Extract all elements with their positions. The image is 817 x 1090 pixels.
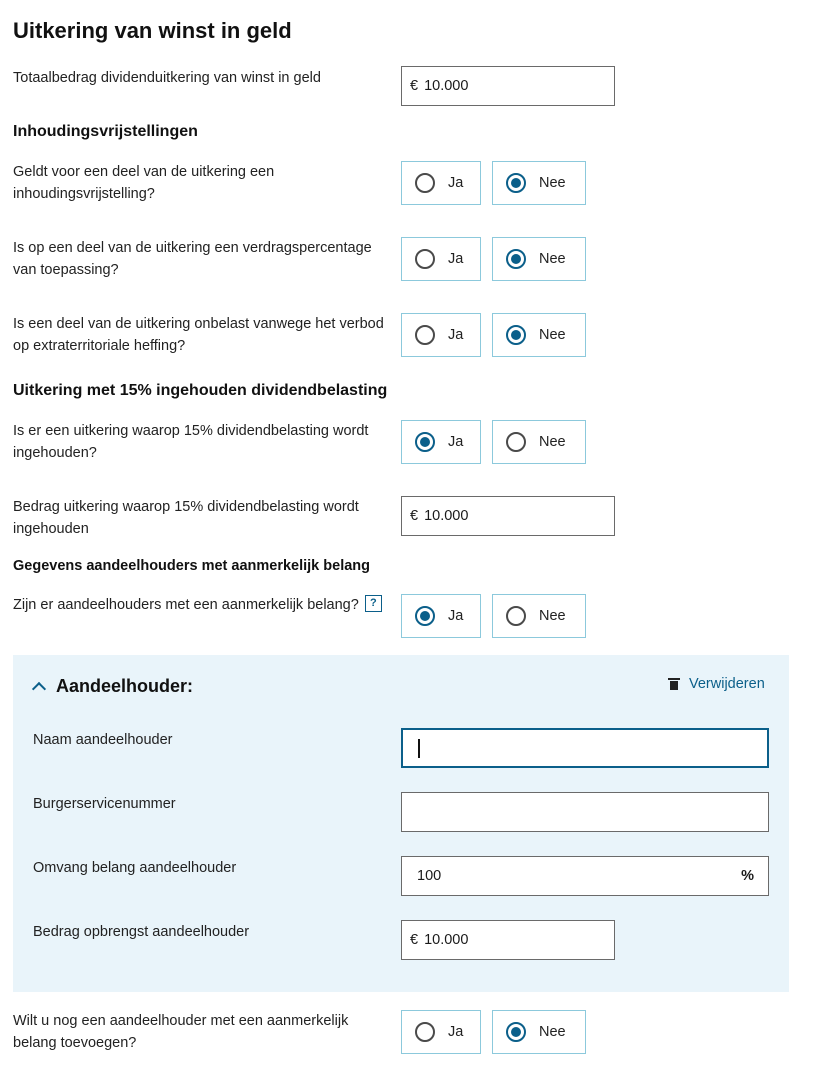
radio-selected-icon	[506, 173, 526, 193]
radio-circle-icon	[506, 432, 526, 452]
bsn-input[interactable]	[401, 792, 769, 832]
extraterritorial-question-label: Is een deel van de uitkering onbelast vanwege het verbod op extraterritoriale heffing?	[13, 316, 384, 354]
radio-label: Nee	[539, 175, 566, 191]
share-size-label: Omvang belang aandeelhouder	[33, 860, 237, 876]
withholding-15-heading: Uitkering met 15% ingehouden dividendbelasting	[13, 382, 388, 399]
exemptions-heading: Inhoudingsvrijstellingen	[13, 123, 198, 140]
add-shareholder-yes-radio[interactable]	[401, 1010, 481, 1054]
radio-selected-icon	[506, 249, 526, 269]
radio-label: Nee	[539, 327, 566, 343]
radio-label: Nee	[539, 251, 566, 267]
radio-selected-icon	[506, 325, 526, 345]
exemption-yes-radio[interactable]	[401, 161, 481, 205]
treaty-no-radio[interactable]	[492, 237, 586, 281]
chevron-up-icon	[32, 682, 46, 696]
radio-label: Ja	[448, 1024, 464, 1040]
shareholders-yes-radio[interactable]	[401, 594, 481, 638]
share-size-input[interactable]	[401, 856, 769, 896]
radio-circle-icon	[415, 173, 435, 193]
exemption-no-radio[interactable]	[492, 161, 586, 205]
radio-label: Nee	[539, 608, 566, 624]
total-amount-value: 10.000	[424, 78, 469, 94]
total-amount-label: Totaalbedrag dividenduitkering van winst in geld	[13, 70, 321, 86]
exemption-question-label: Geldt voor een deel van de uitkering een inhoudingsvrijstelling?	[13, 164, 275, 202]
shareholder-name-input[interactable]	[401, 728, 769, 768]
proceeds-input[interactable]	[401, 920, 615, 960]
extraterritorial-yes-radio[interactable]	[401, 313, 481, 357]
radio-circle-icon	[415, 325, 435, 345]
text-caret	[418, 739, 420, 758]
shareholders-no-radio[interactable]	[492, 594, 586, 638]
add-shareholder-question-label: Wilt u nog een aandeelhouder met een aanmerkelijk belang toevoegen?	[13, 1013, 349, 1051]
shareholders-heading: Gegevens aandeelhouders met aanmerkelijk belang	[13, 558, 371, 574]
radio-circle-icon	[415, 249, 435, 269]
radio-label: Nee	[539, 434, 566, 450]
help-icon[interactable]: ?	[365, 595, 382, 612]
proceeds-value: 10.000	[424, 932, 469, 948]
euro-symbol: €	[410, 78, 419, 94]
page-title: Uitkering van winst in geld	[13, 18, 292, 43]
extraterritorial-no-radio[interactable]	[492, 313, 586, 357]
radio-circle-icon	[415, 1022, 435, 1042]
radio-label: Ja	[448, 327, 464, 343]
add-shareholder-no-radio[interactable]	[492, 1010, 586, 1054]
remove-shareholder-button[interactable]	[669, 676, 765, 692]
shareholder-name-label: Naam aandeelhouder	[33, 732, 173, 748]
radio-label: Ja	[448, 608, 464, 624]
percent-unit: %	[741, 868, 754, 884]
shareholders-question-text: Zijn er aandeelhouders met een aanmerkelijk belang?	[13, 597, 359, 613]
withholding-amount-label: Bedrag uitkering waarop 15% dividendbelasting wordt ingehouden	[13, 499, 359, 537]
share-size-value: 100	[417, 868, 442, 884]
bsn-label: Burgerservicenummer	[33, 796, 176, 812]
shareholders-question-label	[13, 594, 403, 616]
radio-selected-icon	[415, 432, 435, 452]
radio-selected-icon	[506, 1022, 526, 1042]
trash-icon	[669, 678, 679, 690]
remove-label: Verwijderen	[689, 676, 765, 692]
radio-selected-icon	[415, 606, 435, 626]
shareholder-panel-title: Aandeelhouder:	[56, 676, 194, 696]
withholding-no-radio[interactable]	[492, 420, 586, 464]
euro-symbol: €	[410, 932, 419, 948]
total-amount-input[interactable]	[401, 66, 615, 106]
proceeds-label: Bedrag opbrengst aandeelhouder	[33, 924, 250, 940]
radio-circle-icon	[506, 606, 526, 626]
treaty-yes-radio[interactable]	[401, 237, 481, 281]
withholding-yes-radio[interactable]	[401, 420, 481, 464]
withholding-question-label: Is er een uitkering waarop 15% dividendbelasting wordt ingehouden?	[13, 423, 369, 461]
shareholder-panel-toggle[interactable]	[30, 676, 193, 697]
withholding-amount-input[interactable]	[401, 496, 615, 536]
radio-label: Nee	[539, 1024, 566, 1040]
euro-symbol: €	[410, 508, 419, 524]
withholding-amount-value: 10.000	[424, 508, 469, 524]
treaty-question-label: Is op een deel van de uitkering een verdragspercentage van toepassing?	[13, 240, 372, 278]
radio-label: Ja	[448, 434, 464, 450]
radio-label: Ja	[448, 251, 464, 267]
radio-label: Ja	[448, 175, 464, 191]
